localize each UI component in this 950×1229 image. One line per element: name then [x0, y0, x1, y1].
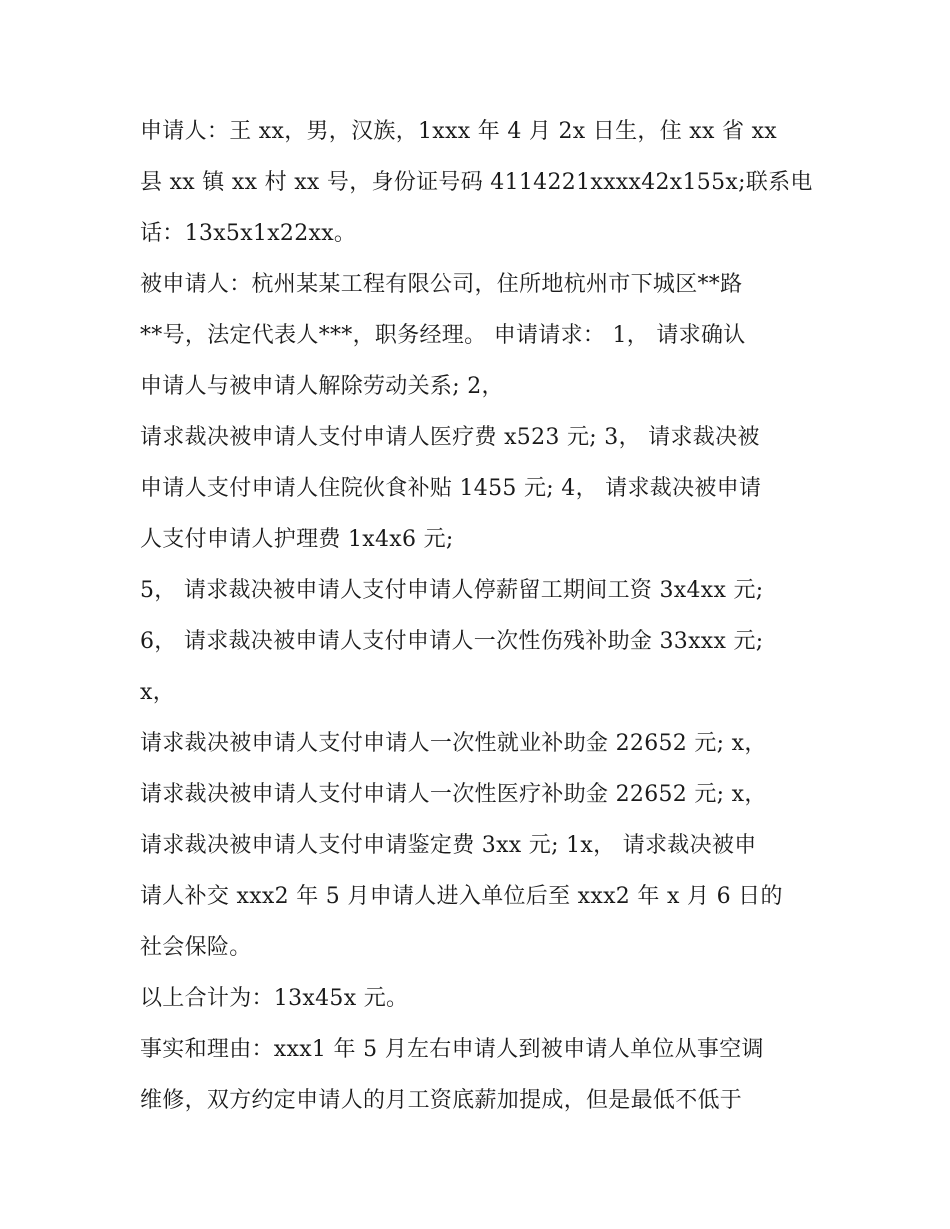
text-line: 事实和理由：xxx1 年 5 月左右申请人到被申请人单位从事空调: [140, 1037, 764, 1062]
document-body: [140, 106, 820, 1126]
text-line: 申请人支付申请人住院伙食补贴 1455 元; 4， 请求裁决被申请: [140, 476, 762, 501]
text-line: 县 xx 镇 xx 村 xx 号，身份证号码 4114221xxxx42x155x;联系电: [140, 170, 813, 195]
text-line: 人支付申请人护理费 1x4x6 元;: [140, 527, 454, 552]
text-line: 请求裁决被申请人支付申请人一次性就业补助金 22652 元; x，: [140, 731, 767, 756]
text-line: 请求裁决被申请人支付申请人医疗费 x523 元; 3， 请求裁决被: [140, 425, 760, 450]
text-line: x，: [140, 680, 176, 705]
text-line: 维修，双方约定申请人的月工资底薪加提成，但是最低不低于: [140, 1088, 743, 1113]
text-line: 话：13x5x1x22xx。: [140, 221, 357, 246]
text-line: 申请人与被申请人解除劳动关系; 2，: [140, 374, 504, 399]
text-line: 社会保险。: [140, 935, 252, 960]
text-line: 请人补交 xxx2 年 5 月申请人进入单位后至 xxx2 年 x 月 6 日的: [140, 884, 783, 909]
text-line: 6， 请求裁决被申请人支付申请人一次性伤残补助金 33xxx 元;: [140, 629, 764, 654]
text-line: **号，法定代表人***，职务经理。 申请请求： 1， 请求确认: [140, 323, 746, 348]
text-line: 5， 请求裁决被申请人支付申请人停薪留工期间工资 3x4xx 元;: [140, 578, 764, 603]
text-line: 以上合计为：13x45x 元。: [140, 986, 409, 1011]
text-line: 申请人：王 xx，男，汉族，1xxx 年 4 月 2x 日生，住 xx 省 xx: [140, 119, 778, 144]
text-line: 请求裁决被申请人支付申请人一次性医疗补助金 22652 元; x，: [140, 782, 767, 807]
text-line: 请求裁决被申请人支付申请鉴定费 3xx 元; 1x， 请求裁决被申: [140, 833, 757, 858]
text-line: 被申请人：杭州某某工程有限公司，住所地杭州市下城区**路: [140, 272, 743, 297]
